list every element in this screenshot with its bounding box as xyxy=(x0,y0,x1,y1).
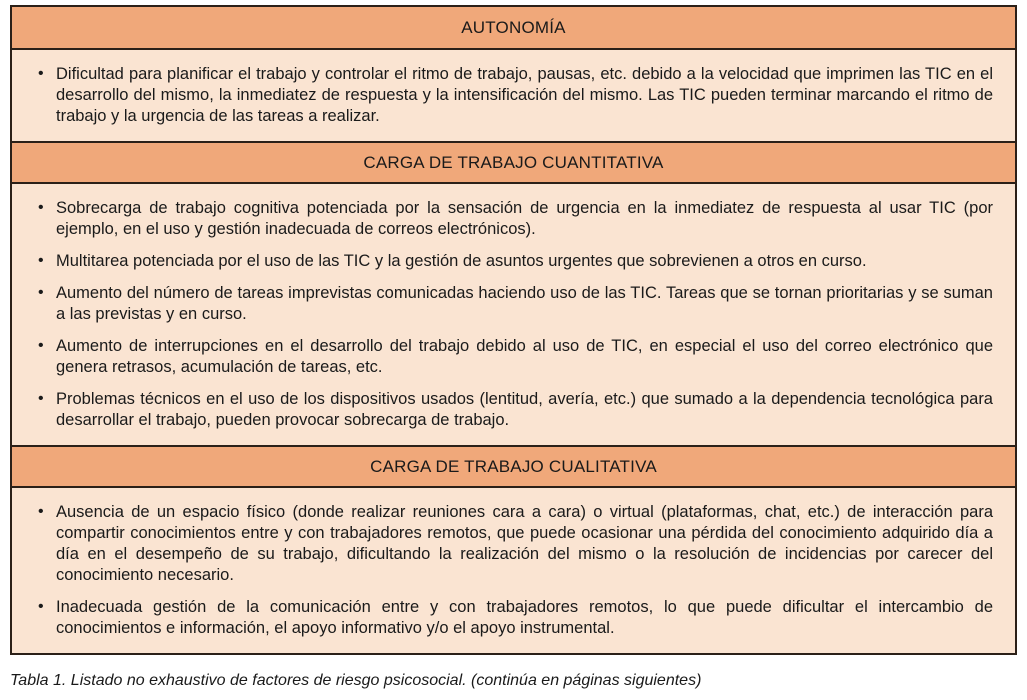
list-item-text: Aumento de interrupciones en el desarrollo del trabajo debido al uso de TIC, en especial el uso del correo electrónico que genera retrasos, acumulación de tareas, etc. xyxy=(56,337,993,376)
list-item xyxy=(34,251,993,272)
risk-table xyxy=(10,5,1017,655)
list-item-text: Problemas técnicos en el uso de los dispositivos usados (lentitud, avería, etc.) que sumado a la dependencia tecnológica para desarrollar el trabajo, pueden provocar sobrecarga de trabajo. xyxy=(56,390,993,429)
list-item-text: Dificultad para planificar el trabajo y controlar el ritmo de trabajo, pausas, etc. debido a la velocidad que imprimen las TIC en el desarrollo del mismo, la inmediatez de respuesta y la intensificación del mismo. Las TIC pueden terminar marcando el ritmo de trabajo y la urgencia de las tareas a realizar. xyxy=(56,65,993,125)
section-list xyxy=(12,488,1015,653)
list-item xyxy=(34,283,993,325)
list-item xyxy=(34,336,993,378)
list-item xyxy=(34,198,993,240)
bullet-icon: • xyxy=(38,390,44,407)
list-item xyxy=(34,64,993,127)
list-item xyxy=(34,597,993,639)
list-item xyxy=(34,389,993,431)
bullet-icon: • xyxy=(38,252,44,269)
list-item-text: Sobrecarga de trabajo cognitiva potenciada por la sensación de urgencia en la inmediatez de respuesta al usar TIC (por ejemplo, en el uso y gestión inadecuada de correos electrónicos). xyxy=(56,199,993,238)
bullet-icon: • xyxy=(38,337,44,354)
section-list xyxy=(12,184,1015,445)
section-header: AUTONOMÍA xyxy=(12,7,1015,50)
list-item xyxy=(34,502,993,586)
table-section xyxy=(12,445,1015,653)
bullet-icon: • xyxy=(38,284,44,301)
bullet-icon: • xyxy=(38,199,44,216)
table-caption: Tabla 1. Listado no exhaustivo de factores de riesgo psicosocial. (continúa en páginas siguientes) xyxy=(10,672,702,689)
section-header: CARGA DE TRABAJO CUALITATIVA xyxy=(12,445,1015,488)
list-item-text: Ausencia de un espacio físico (donde realizar reuniones cara a cara) o virtual (plataformas, chat, etc.) de interacción para compartir conocimientos entre y con trabajadores remotos, que puede ocasionar una pérdida del conocimiento adquirido día a día en el desempeño de su trabajo, dificultando la realización del mismo o la resolución de incidencias por carecer del conocimiento necesario. xyxy=(56,503,993,584)
list-item-text: Aumento del número de tareas imprevistas comunicadas haciendo uso de las TIC. Tareas que se tornan prioritarias y se suman a las previstas y en curso. xyxy=(56,284,993,323)
bullet-icon: • xyxy=(38,65,44,82)
bullet-icon: • xyxy=(38,503,44,520)
list-item-text: Inadecuada gestión de la comunicación entre y con trabajadores remotos, lo que puede dificultar el intercambio de conocimientos e información, el apoyo informativo y/o el apoyo instrumental. xyxy=(56,598,993,637)
table-section xyxy=(12,7,1015,141)
section-header: CARGA DE TRABAJO CUANTITATIVA xyxy=(12,141,1015,184)
list-item-text: Multitarea potenciada por el uso de las TIC y la gestión de asuntos urgentes que sobrevienen a otros en curso. xyxy=(56,252,867,270)
bullet-icon: • xyxy=(38,598,44,615)
table-section xyxy=(12,141,1015,445)
section-list xyxy=(12,50,1015,141)
